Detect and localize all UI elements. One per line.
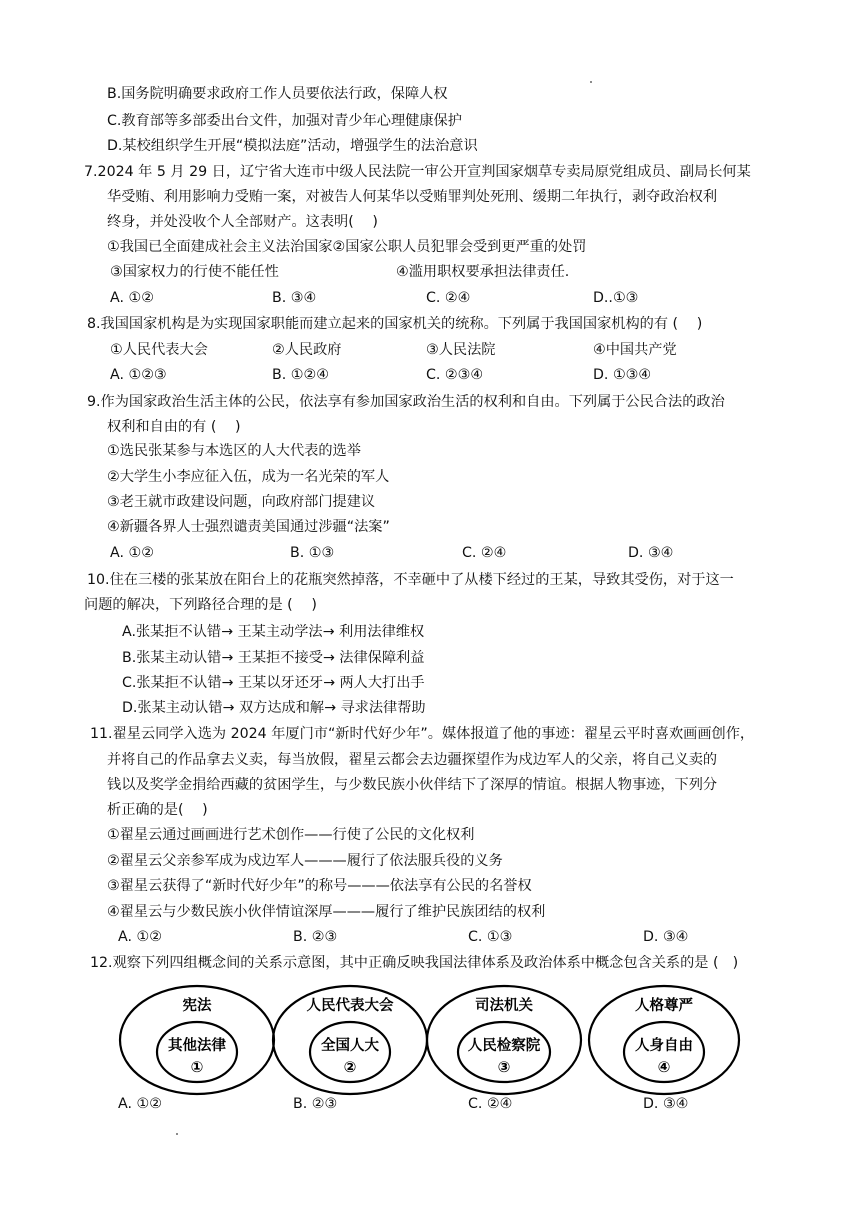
diagram-4-number: ④: [657, 1058, 671, 1076]
diagram-2: [273, 986, 427, 1094]
q9-item-3: ③老王就市政建设问题，向政府部门提建议: [107, 494, 376, 510]
q11-item-3: ③翟星云获得了“新时代好少年”的称号———依法享有公民的名誉权: [107, 878, 532, 894]
q7-stem-line-3: 终身，并处没收个人全部财产。这表明( ): [107, 214, 378, 230]
diagram-2-number: ②: [343, 1058, 357, 1076]
q9-option-b: B. ①③: [290, 545, 335, 561]
q7-option-c: C. ②④: [426, 290, 471, 306]
q9-option-a: A. ①②: [110, 545, 154, 561]
diagram-1-inner-label: 其他法律: [168, 1038, 226, 1054]
q10-stem-line-2: 问题的解决，下列路径合理的是 ( ): [84, 597, 317, 613]
q7-stem-line-2: 华受贿、利用影响力受贿一案，对被告人何某华以受贿罪判处死刑、缓期二年执行，剥夺政治权利: [107, 189, 718, 205]
diagram-3-inner-label: 人民检察院: [467, 1038, 541, 1054]
q9-item-1: ①选民张某参与本选区的人大代表的选举: [107, 443, 361, 459]
q11-item-4: ④翟星云与少数民族小伙伴情谊深厚———履行了维护民族团结的权利: [107, 904, 546, 920]
q8-item-1: ①人民代表大会: [110, 342, 208, 358]
q6-option-c: C.教育部等多部委出台文件，加强对青少年心理健康保护: [107, 113, 462, 129]
q10-option-c: C.张某拒不认错→ 王某以牙还牙→ 两人大打出手: [122, 675, 425, 691]
q7-items-1-2: ①我国已全面建成社会主义法治国家②国家公职人员犯罪会受到更严重的处罚: [107, 239, 587, 255]
q7-stem-line-1: 7.2024 年 5 月 29 日，辽宁省大连市中级人民法院一审公开宣判国家烟草专卖局原党组成员、副局长何某: [84, 164, 751, 180]
diagram-3-number: ③: [497, 1058, 511, 1076]
q11-stem-line-4: 析正确的是( ): [107, 802, 208, 818]
diagram-1-number: ①: [190, 1058, 204, 1076]
diagram-1: [120, 986, 274, 1094]
q11-option-c: C. ①③: [468, 929, 513, 945]
q8-option-b: B. ①②④: [272, 367, 329, 383]
q8-item-2: ②人民政府: [272, 342, 342, 358]
q8-item-3: ③人民法院: [426, 342, 496, 358]
q12-stem: 12.观察下列四组概念间的关系示意图，其中正确反映我国法律体系及政治体系中概念包含关系的是 ( ): [90, 955, 739, 971]
q12-option-c: C. ②④: [468, 1096, 513, 1112]
scan-speck: [176, 1133, 178, 1135]
q8-item-4: ④中国共产党: [593, 342, 677, 358]
q10-option-a: A.张某拒不认错→ 王某主动学法→ 利用法律维权: [122, 624, 425, 640]
diagram-4-inner-label: 人身自由: [635, 1038, 693, 1054]
diagram-4-outer-label: 人格尊严: [635, 998, 693, 1014]
q7-option-b: B. ③④: [272, 290, 317, 306]
q7-item-3: ③国家权力的行使不能任性: [110, 264, 279, 280]
diagram-2-outer-label: 人民代表大会: [306, 998, 394, 1014]
q8-option-a: A. ①②③: [110, 367, 167, 383]
q8-option-c: C. ②③④: [426, 367, 484, 383]
q6-option-b: B.国务院明确要求政府工作人员要依法行政，保障人权: [107, 86, 448, 102]
q12-option-d: D. ③④: [643, 1096, 689, 1112]
q8-option-d: D. ①③④: [593, 367, 652, 383]
q10-option-d: D.张某主动认错→ 双方达成和解→ 寻求法律帮助: [122, 700, 426, 716]
scan-speck: [590, 81, 592, 83]
q7-item-4: ④滥用职权要承担法律责任.: [396, 264, 570, 280]
q8-stem: 8.我国国家机构是为实现国家职能而建立起来的国家机关的统称。下列属于我国国家机构的有 ( ): [87, 316, 703, 332]
diagram-1-outer-label: 宪法: [182, 998, 212, 1014]
diagram-3-outer-label: 司法机关: [475, 998, 533, 1014]
q12-option-b: B. ②③: [293, 1096, 338, 1112]
q12-option-a: A. ①②: [118, 1096, 162, 1112]
q11-stem-line-3: 钱以及奖学金捐给西藏的贫困学生，与少数民族小伙伴结下了深厚的情谊。根据人物事迹，下列分: [107, 777, 718, 793]
q10-option-b: B.张某主动认错→ 王某拒不接受→ 法律保障利益: [122, 650, 425, 666]
diagram-2-inner-label: 全国人大: [321, 1038, 379, 1054]
q12-concept-diagrams: [118, 984, 798, 1096]
q9-option-c: C. ②④: [462, 545, 507, 561]
q11-stem-line-1: 11.翟星云同学入选为 2024 年厦门市“新时代好少年”。媒体报道了他的事迹：翟星云平时喜欢画画创作，: [90, 726, 755, 742]
q10-stem-line-1: 10.住在三楼的张某放在阳台上的花瓶突然掉落，不幸砸中了从楼下经过的王某，导致其受伤，对于这一: [87, 572, 734, 588]
q11-item-2: ②翟星云父亲参军成为戍边军人———履行了依法服兵役的义务: [107, 853, 503, 869]
q6-option-d: D.某校组织学生开展“模拟法庭”活动，增强学生的法治意识: [107, 138, 478, 154]
q7-option-a: A. ①②: [110, 290, 154, 306]
q11-option-b: B. ②③: [293, 929, 338, 945]
q11-stem-line-2: 并将自己的作品拿去义卖，每当放假，翟星云都会去边疆探望作为戍边军人的父亲，将自己义卖的: [107, 752, 718, 768]
q9-item-2: ②大学生小李应征入伍，成为一名光荣的军人: [107, 469, 390, 485]
diagram-3: [427, 986, 581, 1094]
q9-stem-line-2: 权利和自由的有 ( ): [107, 419, 241, 435]
q9-item-4: ④新疆各界人士强烈谴责美国通过涉疆“法案”: [107, 519, 390, 535]
q11-option-d: D. ③④: [643, 929, 689, 945]
q11-option-a: A. ①②: [118, 929, 162, 945]
q11-item-1: ①翟星云通过画画进行艺术创作——行使了公民的文化权利: [107, 827, 475, 843]
q7-option-d: D..①③: [593, 290, 639, 306]
q9-option-d: D. ③④: [628, 545, 674, 561]
diagram-4: [589, 986, 739, 1094]
q9-stem-line-1: 9.作为国家政治生活主体的公民，依法享有参加国家政治生活的权利和自由。下列属于公民合法的政治: [87, 394, 725, 410]
